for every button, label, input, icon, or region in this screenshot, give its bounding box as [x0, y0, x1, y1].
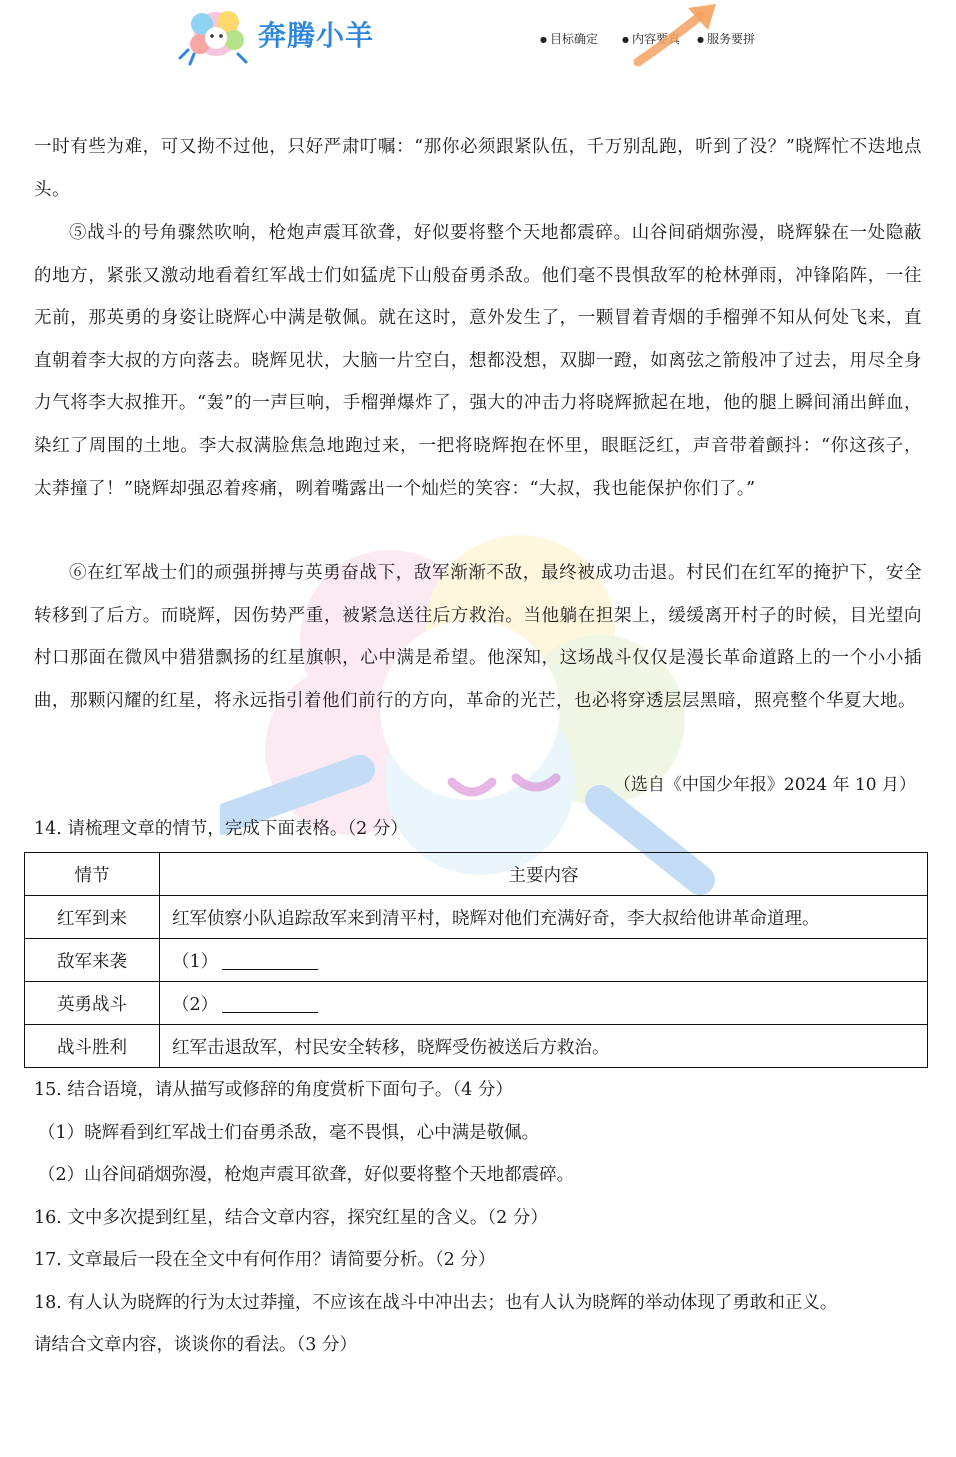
- table-header-content: 主要内容: [160, 853, 928, 896]
- nav-goal: ● 目标确定: [540, 30, 598, 47]
- plot-table: [24, 852, 928, 1068]
- table-cell-plot: 红军到来: [25, 896, 160, 939]
- question-16: 16. 文中多次提到红星，结合文章内容，探究红星的含义。（2 分）: [34, 1208, 548, 1228]
- question-18: 18. 有人认为晓辉的行为太过莽撞，不应该在战斗中冲出去；也有人认为晓辉的举动体现了勇敢和正义。: [34, 1293, 838, 1313]
- logo-text: 奔腾小羊: [258, 19, 375, 52]
- blank-label-2: （2）: [172, 994, 219, 1015]
- answer-blank-1[interactable]: [222, 951, 318, 970]
- sheep-logo-icon: [178, 4, 254, 68]
- table-cell-plot: 战斗胜利: [25, 1025, 160, 1068]
- paragraph-5: ⑤战斗的号角骤然吹响，枪炮声震耳欲聋，好似要将整个天地都震碎。山谷间硝烟弥漫，晓辉躲在一处隐蔽的地方，紧张又激动地看着红军战士们如猛虎下山般奋勇杀敌。他们毫不畏惧敌军的枪林弹雨，冲锋陷阵，一往无前，那英勇的身姿让晓辉心中满是敬佩。就在这时，意外发生了，一颗冒着青烟的手榴弹不知从何处飞来，直直朝着李大叔的方向落去。晓辉见状，大脑一片空白，想都没想，双脚一蹬，如离弦之箭般冲了过去，用尽全身力气将李大叔推开。“轰”的一声巨响，手榴弹爆炸了，强大的冲击力将晓辉掀起在地，他的腿上瞬间涌出鲜血，染红了周围的土地。李大叔满脸焦急地跑过来，一把将晓辉抱在怀里，眼眶泛红，声音带着颤抖：“你这孩子，太莽撞了！”晓辉却强忍着疼痛，咧着嘴露出一个灿烂的笑容：“大叔，我也能保护你们了。”: [34, 223, 922, 499]
- table-cell-content: 红军侦察小队追踪敌军来到清平村，晓辉对他们充满好奇，李大叔给他讲革命道理。: [160, 896, 928, 939]
- question-15: 15. 结合语境，请从描写或修辞的角度赏析下面句子。（4 分）: [34, 1080, 513, 1100]
- answer-blank-2[interactable]: [222, 994, 318, 1013]
- table-header-plot: 情节: [25, 853, 160, 896]
- question-15-2: （2）山谷间硝烟弥漫，枪炮声震耳欲聋，好似要将整个天地都震碎。: [38, 1165, 575, 1185]
- table-row: [25, 939, 928, 982]
- table-row: [25, 982, 928, 1025]
- source-citation: （选自《中国少年报》2024 年 10 月）: [613, 775, 916, 795]
- table-cell-content: [160, 939, 928, 982]
- table-header-row: [25, 853, 928, 896]
- table-row: [25, 896, 928, 939]
- table-cell-content: [160, 982, 928, 1025]
- question-15-1: （1）晓辉看到红军战士们奋勇杀敌，毫不畏惧，心中满是敬佩。: [38, 1123, 540, 1143]
- blank-label-1: （1）: [172, 951, 219, 972]
- paragraph-continued: 一时有些为难，可又拗不过他，只好严肃叮嘱：“那你必须跟紧队伍，千万别乱跑，听到了没？”晓辉忙不迭地点头。: [34, 137, 922, 200]
- arrow-icon: [630, 0, 730, 70]
- question-14: 14. 请梳理文章的情节，完成下面表格。（2 分）: [34, 819, 408, 839]
- page-header: [0, 0, 956, 95]
- question-18-cont: 请结合文章内容，谈谈你的看法。（3 分）: [34, 1335, 357, 1355]
- paragraph-6: ⑥在红军战士们的顽强拼搏与英勇奋战下，敌军渐渐不敌，最终被成功击退。村民们在红军的掩护下，安全转移到了后方。而晓辉，因伤势严重，被紧急送往后方救治。当他躺在担架上，缓缓离开村子的时候，目光望向村口那面在微风中猎猎飘扬的红星旗帜，心中满是希望。他深知，这场战斗仅仅是漫长革命道路上的一个小小插曲，那颗闪耀的红星，将永远指引着他们前行的方向，革命的光芒，也必将穿透层层黑暗，照亮整个华夏大地。: [34, 563, 922, 711]
- nav-service: ● 服务要拼: [697, 30, 755, 47]
- question-17: 17. 文章最后一段在全文中有何作用？请简要分析。（2 分）: [34, 1250, 496, 1270]
- table-row: [25, 1025, 928, 1068]
- table-cell-plot: 敌军来袭: [25, 939, 160, 982]
- table-cell-plot: 英勇战斗: [25, 982, 160, 1025]
- nav-content: ● 内容要真: [622, 30, 680, 47]
- table-cell-content: 红军击退敌军，村民安全转移，晓辉受伤被送后方救治。: [160, 1025, 928, 1068]
